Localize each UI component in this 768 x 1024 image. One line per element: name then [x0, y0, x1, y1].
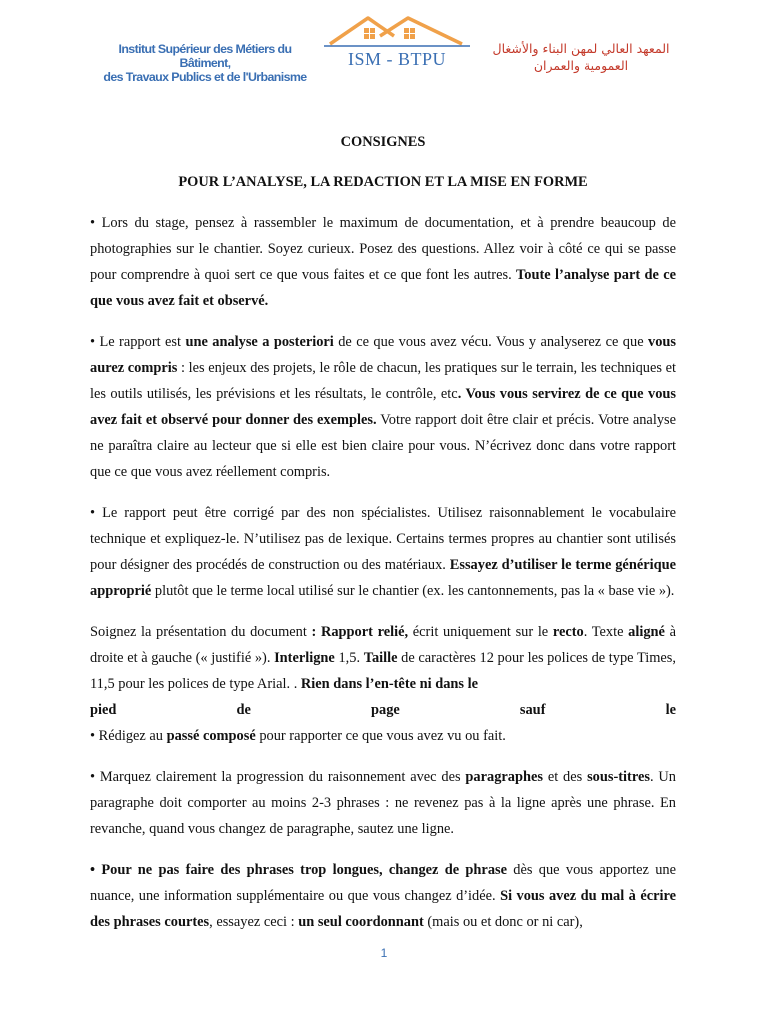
paragraph-analyse: • Le rapport est une analyse a posteriori de ce que vous avez vécu. Vous y analyserez ce que vous aurez compris : les enjeux des projets, le rôle de chacun, les pratiques sur le terrain, les techniques et les outils utilisés, les prévisions et les résultats, le contrôle, etc. Vous vous servirez de ce que vous avez fait et observé pour donner des exemples. Votre rapport doit être clair et précis. Votre analyse ne paraîtra claire au lecteur que si elle est bien claire pour vous. N’écrivez donc dans votre rapport que ce que vous avez réellement compris.	[90, 334, 676, 480]
ism-btpu-logo	[324, 14, 470, 78]
institute-name-arabic-line-1: المعهد العالي لمهن البناء والأشغال	[492, 41, 670, 56]
institute-name-line-1: Institut Supérieur des Métiers du Bâtiment,	[118, 42, 292, 70]
paragraph-documentation: • Lors du stage, pensez à rassembler le maximum de documentation, et à prendre beaucoup de photographies sur le chantier. Soyez curieux. Posez des questions. Allez voir à côté ce qui se passe pour comprendre à quoi sert ce que vous faites et ce que font les autres. Toute l’analyse part de ce que vous avez fait et observé.	[90, 215, 676, 309]
page-number: 1	[380, 946, 388, 960]
paragraph-presentation-last-line: pied de page sauf le	[90, 702, 676, 718]
document-title: CONSIGNES	[340, 134, 426, 150]
paragraph-presentation: Soignez la présentation du document : Rapport relié, écrit uniquement sur le recto. Texte aligné à droite et à gauche (« justifié »). Interligne 1,5. Taille de caractères 12 pour les polices de type Times, 11,5 pour les polices de type Arial. . Rien dans l’en-tête ni dans le	[90, 624, 677, 692]
document-subtitle: POUR L’ANALYSE, LA REDACTION ET LA MISE EN FORME	[178, 174, 588, 190]
institute-name-arabic	[476, 40, 686, 74]
institute-name-french	[96, 42, 314, 84]
paragraph-phrases-courtes: • Pour ne pas faire des phrases trop longues, changez de phrase dès que vous apportez une nuance, une information supplémentaire ou que vous changez d’idée. Si vous avez du mal à écrire des phrases courtes, essayez ceci : un seul coordonnant (mais ou et donc or ni car),	[90, 862, 676, 930]
logo-text: ISM - BTPU	[347, 49, 446, 69]
document-body	[90, 129, 676, 935]
institute-name-arabic-line-2: العمومية والعمران	[533, 58, 629, 73]
paragraph-vocabulaire: • Le rapport peut être corrigé par des non spécialistes. Utilisez raisonnablement le vocabulaire technique et expliquez-le. N’utilisez pas de lexique. Certains termes propres au chantier sont utilisés pour désigner des procédés de construction ou des matériaux. Essayez d’utiliser le terme générique approprié plutôt que le terme local utilisé sur le chantier (ex. les cantonnements, pas la « base vie »).	[90, 505, 676, 599]
institute-name-line-2: des Travaux Publics et de l'Urbanisme	[103, 70, 307, 84]
paragraph-passe-compose: • Rédigez au passé composé pour rapporter ce que vous avez vu ou fait.	[90, 728, 506, 744]
paragraph-progression: • Marquez clairement la progression du raisonnement avec des paragraphes et des sous-titres. Un paragraphe doit comporter au moins 2-3 phrases : ne revenez pas à la ligne après une phrase. En revanche, quand vous changez de paragraphe, sautez une ligne.	[90, 769, 676, 837]
